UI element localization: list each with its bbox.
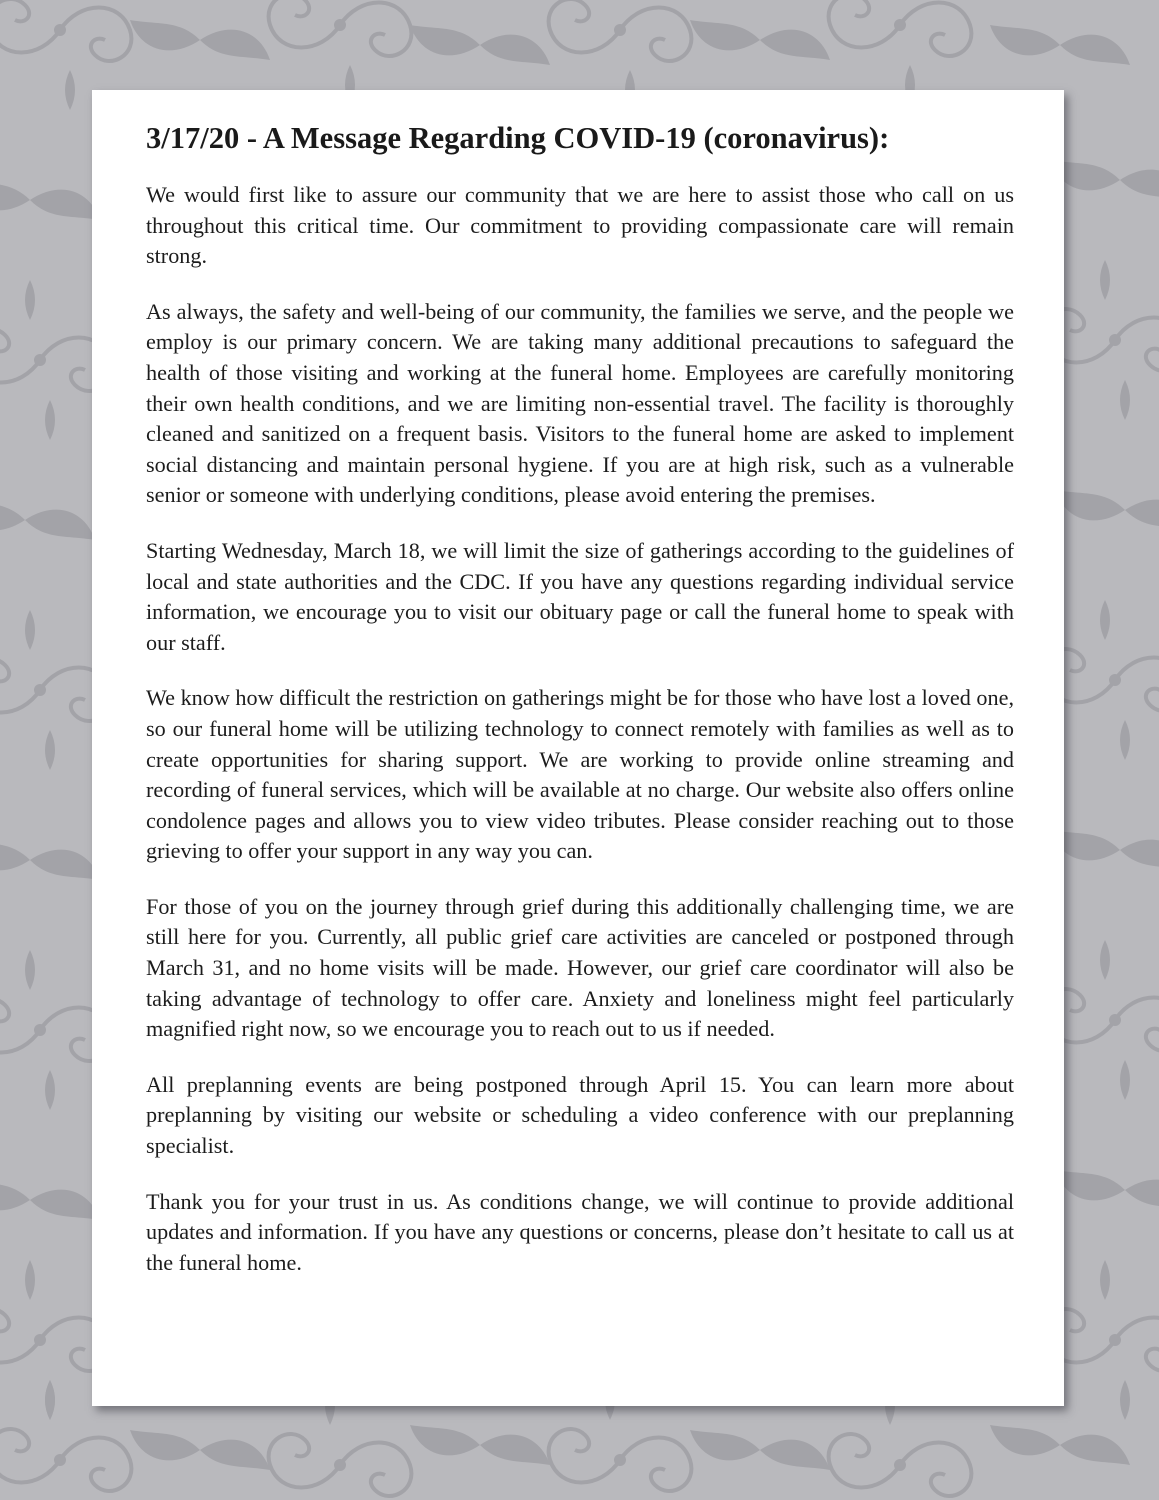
paragraph-thank-you: Thank you for your trust in us. As conditions change, we will continue to provide additional updates and information. If you have any questions or concerns, please don’t hesitate to call us at the funeral home. xyxy=(146,1188,1014,1275)
message-card xyxy=(92,90,1064,1406)
paragraph-safety: As always, the safety and well-being of our community, the families we serve, and the people we employ is our primary concern. We are taking many additional precautions to safeguard the health of those visiting and working at the funeral home. Employees are carefully monitoring their own health conditions, and we are limiting non-essential travel. The facility is thoroughly cleaned and sanitized on a frequent basis. Visitors to the funeral home are asked to implement social distancing and maintain personal hygiene. If you are at high risk, such as a vulnerable senior or someone with underlying conditions, please avoid entering the premises. xyxy=(146,298,1014,508)
message-title: 3/17/20 - A Message Regarding COVID-19 (coronavirus): xyxy=(146,121,890,155)
paragraph-assurance: We would first like to assure our community that we are here to assist those who call on us throughout this critical time. Our commitment to providing compassionate care will remain strong. xyxy=(146,182,1014,269)
paragraph-technology: We know how difficult the restriction on gatherings might be for those who have lost a loved one, so our funeral home will be utilizing technology to connect remotely with families as well as to create opportunities for sharing support. We are working to provide online streaming and recording of funeral services, which will be available at no charge. Our website also offers online condolence pages and allows you to view video tributes. Please consider reaching out to those grieving to offer your support in any way you can. xyxy=(146,685,1014,864)
paragraph-grief-care: For those of you on the journey through grief during this additionally challenging time, we are still here for you. Currently, all public grief care activities are canceled or postponed through March 31, and no home visits will be made. However, our grief care coordinator will also be taking advantage of technology to offer care. Anxiety and loneliness might feel particularly magnified right now, so we encourage you to reach out to us if needed. xyxy=(146,893,1014,1042)
paragraph-gatherings: Starting Wednesday, March 18, we will limit the size of gatherings according to the guidelines of local and state authorities and the CDC. If you have any questions regarding individual service information, we encourage you to visit our obituary page or call the funeral home to speak with our staff. xyxy=(146,537,1014,655)
paragraph-preplanning: All preplanning events are being postponed through April 15. You can learn more about preplanning by visiting our website or scheduling a video conference with our preplanning specialist. xyxy=(146,1071,1014,1159)
